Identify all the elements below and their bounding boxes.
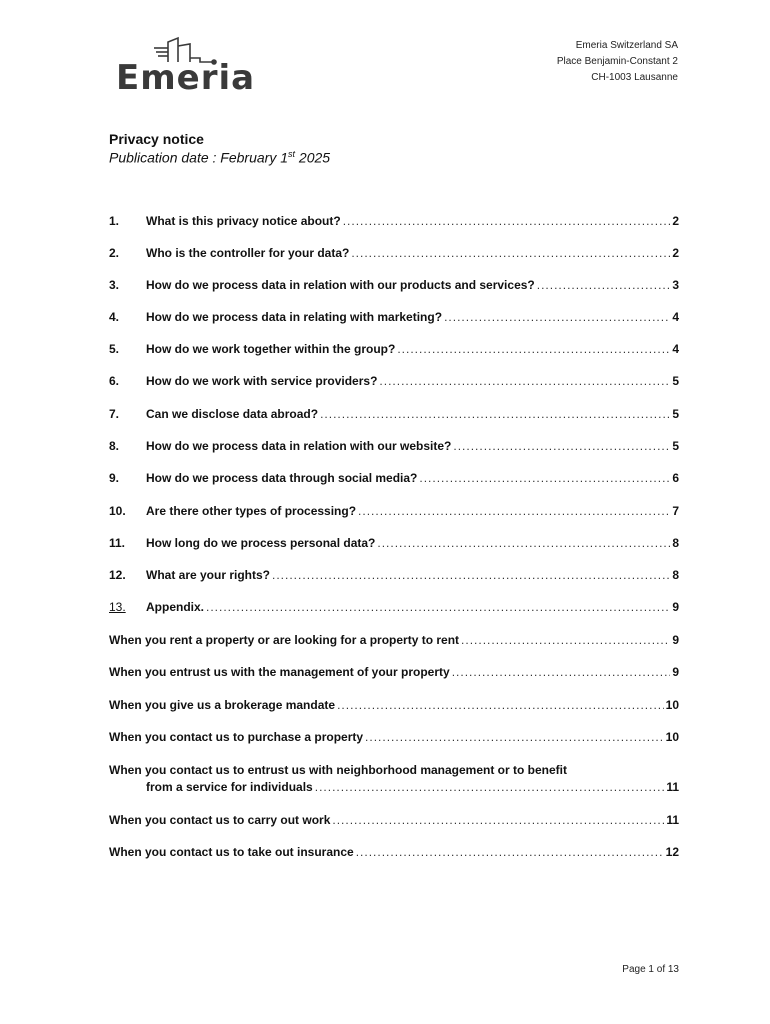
toc-label: How do we process data through social media? <box>146 471 418 485</box>
document-title: Privacy notice <box>109 131 204 147</box>
toc-page: 7 <box>672 504 679 518</box>
toc-entry[interactable] <box>109 278 679 292</box>
toc-label: What are your rights? <box>146 568 271 582</box>
toc-number: 4. <box>109 310 120 324</box>
toc-page: 4 <box>672 342 679 356</box>
toc-number: 6. <box>109 374 120 388</box>
toc-entry[interactable] <box>109 504 679 518</box>
toc-entry[interactable] <box>109 568 679 582</box>
appendix-page: 10 <box>665 730 679 744</box>
toc-label: What is this privacy notice about? <box>146 214 341 228</box>
toc-number: 10. <box>109 504 126 518</box>
toc-page: 8 <box>672 568 679 582</box>
toc-entry[interactable] <box>109 374 679 388</box>
toc-label: How do we work with service providers? <box>146 374 378 388</box>
toc-label: How do we process data in relation with our website? <box>146 439 452 453</box>
toc-label: Can we disclose data abroad? <box>146 407 319 421</box>
page-number: Page 1 of 13 <box>622 964 679 975</box>
toc-label: How long do we process personal data? <box>146 536 376 550</box>
emeria-logo <box>116 36 256 98</box>
appendix-entry[interactable] <box>109 763 679 794</box>
appendix-page: 10 <box>665 698 679 712</box>
toc-number: 13. <box>109 600 126 614</box>
company-address <box>557 38 678 86</box>
address-line: CH-1003 Lausanne <box>591 72 678 83</box>
toc-number: 2. <box>109 246 120 260</box>
appendix-label: When you contact us to entrust us with neighborhood management or to benefit <box>109 763 568 777</box>
appendix-page: 9 <box>672 665 679 679</box>
publication-date <box>109 149 330 166</box>
appendix-entry[interactable] <box>109 698 679 712</box>
pubdate-superscript: st <box>288 149 296 159</box>
toc-page: 8 <box>672 536 679 550</box>
toc-label: Are there other types of processing? <box>146 504 357 518</box>
toc-label: How do we process data in relating with marketing? <box>146 310 443 324</box>
toc-page: 5 <box>672 374 679 388</box>
toc-entry[interactable] <box>109 310 679 324</box>
toc-number: 9. <box>109 471 120 485</box>
toc-page: 2 <box>672 214 679 228</box>
toc-number: 11. <box>109 536 126 550</box>
address-line: Emeria Switzerland SA <box>575 40 678 51</box>
appendix-entry[interactable] <box>109 633 679 647</box>
toc-label: How do we work together within the group? <box>146 342 396 356</box>
toc-number: 3. <box>109 278 120 292</box>
appendix-entry[interactable] <box>109 730 679 744</box>
toc-label: Appendix. <box>146 600 205 614</box>
appendix-entry[interactable] <box>109 845 679 859</box>
appendix-label: When you contact us to purchase a property <box>109 730 364 744</box>
toc-number: 12. <box>109 568 126 582</box>
toc-number: 5. <box>109 342 120 356</box>
address-line: Place Benjamin-Constant 2 <box>556 56 678 67</box>
toc-entry[interactable] <box>109 536 679 550</box>
toc-number: 7. <box>109 407 120 421</box>
toc-page: 6 <box>672 471 679 485</box>
appendix-label: When you entrust us with the management of your property <box>109 665 450 679</box>
toc-number: 1. <box>109 214 120 228</box>
toc-entry[interactable] <box>109 407 679 421</box>
appendix-page: 11 <box>666 813 679 827</box>
toc-entry[interactable] <box>109 342 679 356</box>
appendix-label: When you contact us to take out insurance <box>109 845 354 859</box>
toc-entry[interactable] <box>109 246 679 260</box>
toc-label: How do we process data in relation with our products and services? <box>146 278 535 292</box>
toc-entry[interactable] <box>109 471 679 485</box>
appendix-entry[interactable] <box>109 813 679 827</box>
toc-page: 5 <box>672 407 679 421</box>
toc-page: 2 <box>672 246 679 260</box>
pubdate-suffix: 2025 <box>295 149 331 166</box>
toc-page: 3 <box>672 278 679 292</box>
appendix-label: When you rent a property or are looking for a property to rent <box>109 633 460 647</box>
appendix-entry[interactable] <box>109 665 679 679</box>
toc-page: 9 <box>672 600 679 614</box>
toc-number: 8. <box>109 439 120 453</box>
toc-label: Who is the controller for your data? <box>146 246 350 260</box>
toc-page: 4 <box>672 310 679 324</box>
toc-page: 5 <box>672 439 679 453</box>
appendix-label: When you contact us to carry out work <box>109 813 331 827</box>
appendix-page: 12 <box>665 845 679 859</box>
appendix-page: 11 <box>666 780 679 794</box>
appendix-page: 9 <box>672 633 679 647</box>
pubdate-prefix: Publication date : February 1 <box>109 149 288 166</box>
appendix-label-continued: from a service for individuals <box>146 780 313 794</box>
toc-entry[interactable] <box>109 600 679 614</box>
appendix-label: When you give us a brokerage mandate <box>109 698 336 712</box>
toc-entry[interactable] <box>109 214 679 228</box>
toc-entry[interactable] <box>109 439 679 453</box>
logo-text: Emeria <box>116 58 256 98</box>
